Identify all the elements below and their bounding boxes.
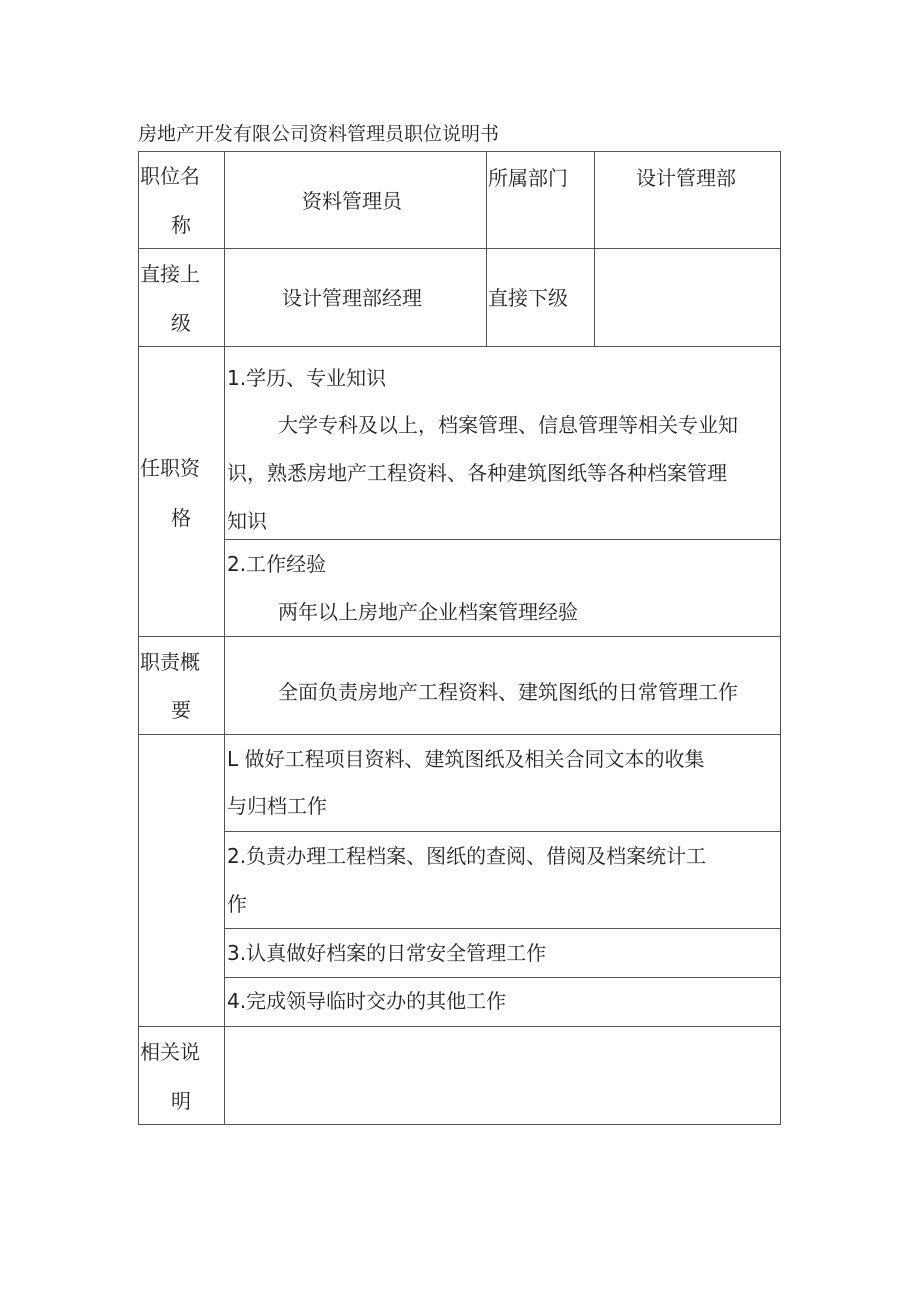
superior-label: 级 xyxy=(171,311,191,335)
qualifications-label: 格 xyxy=(171,506,191,530)
table-border xyxy=(224,928,781,929)
position-name-label: 职位名 xyxy=(140,164,200,188)
duty-item: 与归档工作 xyxy=(227,794,327,818)
education-text: 知识 xyxy=(227,509,267,533)
table-border xyxy=(138,248,781,249)
education-heading: 1.学历、专业知识 xyxy=(227,366,387,390)
table-border xyxy=(138,734,781,735)
position-name-value: 资料管理员 xyxy=(302,189,402,213)
table-border xyxy=(224,831,781,832)
department-value: 设计管理部 xyxy=(636,166,736,190)
table-border xyxy=(780,151,781,1125)
table-border xyxy=(138,1124,781,1125)
duty-item: 作 xyxy=(227,892,247,916)
position-name-label: 称 xyxy=(171,213,191,237)
table-border xyxy=(138,1026,781,1027)
summary-label: 要 xyxy=(171,698,191,722)
table-border xyxy=(138,151,781,152)
notes-label: 相关说 xyxy=(140,1040,200,1064)
subordinate-label: 直接下级 xyxy=(488,286,568,310)
table-border xyxy=(224,151,225,1125)
summary-label: 职责概 xyxy=(140,650,200,674)
table-border xyxy=(594,151,595,347)
table-border xyxy=(138,346,781,347)
education-text: 大学专科及以上，档案管理、信息管理等相关专业知 xyxy=(278,413,738,437)
table-border xyxy=(224,539,781,540)
table-border xyxy=(486,151,487,347)
experience-text: 两年以上房地产企业档案管理经验 xyxy=(278,600,578,624)
duty-item: 2.负责办理工程档案、图纸的查阅、借阅及档案统计工 xyxy=(227,844,707,868)
table-border xyxy=(138,151,139,1125)
superior-label: 直接上 xyxy=(140,262,200,286)
duty-item: 3.认真做好档案的日常安全管理工作 xyxy=(227,941,547,965)
page-title: 房地产开发有限公司资料管理员职位说明书 xyxy=(138,123,500,145)
qualifications-label: 任职资 xyxy=(140,456,200,480)
education-text: 识，熟悉房地产工程资料、各种建筑图纸等各种档案管理 xyxy=(227,461,727,485)
duty-item: 4.完成领导临时交办的其他工作 xyxy=(227,989,507,1013)
table-border xyxy=(224,977,781,978)
duty-item: L 做好工程项目资料、建筑图纸及相关合同文本的收集 xyxy=(227,747,705,771)
experience-heading: 2.工作经验 xyxy=(227,552,327,576)
department-label: 所属部门 xyxy=(488,166,568,190)
superior-value: 设计管理部经理 xyxy=(282,286,422,310)
notes-label: 明 xyxy=(171,1089,191,1113)
table-border xyxy=(138,636,781,637)
summary-text: 全面负责房地产工程资料、建筑图纸的日常管理工作 xyxy=(278,680,738,704)
